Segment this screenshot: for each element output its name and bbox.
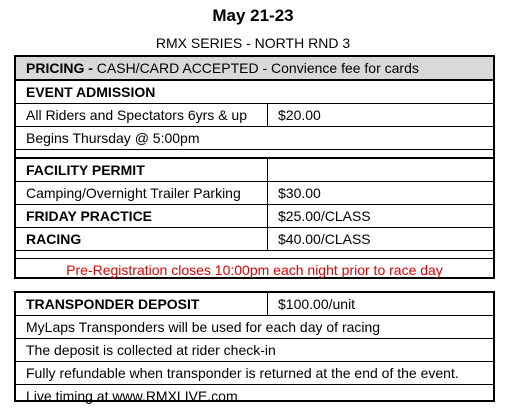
transponder-line: The deposit is collected at rider check-in (26, 342, 276, 358)
admission-start: Begins Thursday @ 5:00pm (26, 130, 200, 146)
pricing-header-row (16, 57, 493, 81)
transponder-table (14, 291, 495, 402)
admission-heading: EVENT ADMISSION (26, 84, 156, 100)
practice-price: $25.00/CLASS (278, 208, 371, 224)
practice-row (16, 205, 493, 228)
live-timing-line: Live timing at www.RMXLIVE.com (26, 388, 238, 404)
transponder-line-row (16, 316, 493, 339)
facility-heading: FACILITY PERMIT (16, 159, 268, 181)
preregistration-notice: Pre-Registration closes 10:00pm each night prior to race day (66, 262, 443, 278)
practice-label: FRIDAY PRACTICE (16, 205, 268, 227)
racing-row (16, 228, 493, 251)
facility-heading-value (268, 159, 493, 181)
camping-label: Camping/Overnight Trailer Parking (16, 182, 268, 204)
camping-price: $30.00 (278, 185, 321, 201)
admission-price: $20.00 (278, 107, 321, 123)
pricing-note: CASH/CARD ACCEPTED - Convience fee for cards (92, 60, 419, 76)
transponder-line: Fully refundable when transponder is returned at the end of the event. (26, 365, 459, 381)
transponder-price: $100.00/unit (278, 296, 356, 312)
admission-price-row (16, 104, 493, 127)
transponder-line-row (16, 339, 493, 362)
admission-heading-row (16, 81, 493, 104)
transponder-heading: TRANSPONDER DEPOSIT (16, 293, 268, 315)
transponder-heading-row (16, 293, 493, 316)
event-date: May 21-23 (212, 6, 294, 25)
pricing-header (16, 57, 493, 79)
racing-label: RACING (16, 228, 268, 250)
transponder-line-row (16, 385, 493, 408)
series-title: RMX SERIES - NORTH RND 3 (155, 35, 351, 51)
racing-price: $40.00/CLASS (278, 231, 371, 247)
transponder-line: MyLaps Transponders will be used for each day of racing (26, 319, 381, 335)
facility-heading-row (16, 159, 493, 182)
pricing-table (14, 55, 495, 279)
camping-row (16, 182, 493, 205)
spacer-row (16, 251, 493, 259)
transponder-line-row (16, 362, 493, 385)
pricing-label: PRICING - (26, 60, 93, 76)
admission-start-row (16, 127, 493, 150)
admission-item: All Riders and Spectators 6yrs & up (16, 104, 268, 126)
preregistration-row (16, 259, 493, 282)
spacer-row (16, 150, 493, 159)
